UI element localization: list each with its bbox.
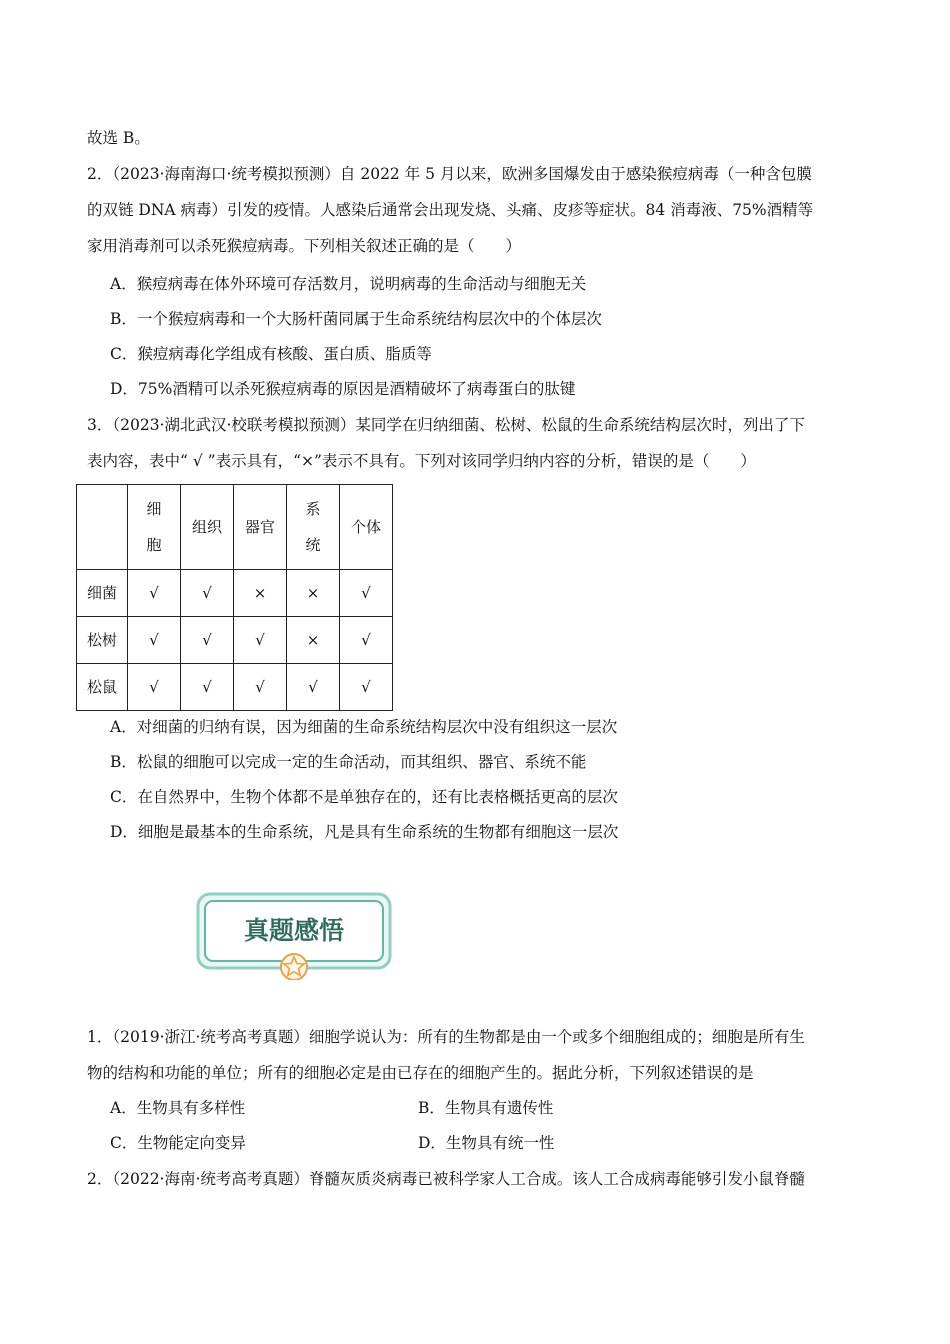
r2-stem-line-1: 2．（2022·海南·统考高考真题）脊髓灰质炎病毒已被科学家人工合成。该人工合成病毒能够引发小鼠脊髓 [87,1170,805,1188]
table-cell: √ [128,617,181,664]
header-tissue: 组织 [181,485,234,570]
q3-stem-line-1: 3．（2023·湖北武汉·校联考模拟预测）某同学在归纳细菌、松树、松鼠的生命系统结构层次时，列出了下 [87,416,805,434]
table-cell: × [234,570,287,617]
table-cell: × [287,617,340,664]
header-cell-char: 细 [146,500,162,518]
table-header-row [77,485,393,570]
r1-option-c: C．生物能定向变异 [110,1134,246,1152]
section-badge [196,892,392,980]
table-row [77,664,393,711]
q2-option-b: B．一个猴痘病毒和一个大肠杆菌同属于生命系统结构层次中的个体层次 [110,310,602,328]
table-row [77,570,393,617]
r1-stem-line-1: 1．（2019·浙江·统考高考真题）细胞学说认为：所有的生物都是由一个或多个细胞组成的；细胞是所有生 [87,1028,805,1046]
q2-option-d: D．75%酒精可以杀死猴痘病毒的原因是酒精破坏了病毒蛋白的肽键 [110,380,576,398]
table-cell: × [287,570,340,617]
table-corner-cell [77,485,128,570]
table-cell: √ [287,664,340,711]
table-cell: √ [340,617,393,664]
row-label: 松鼠 [77,664,128,711]
hierarchy-table [76,484,393,711]
previous-answer: 故选 B。 [87,129,150,147]
q3-option-d: D．细胞是最基本的生命系统，凡是具有生命系统的生物都有细胞这一层次 [110,823,619,841]
q2-stem-line-2: 的双链 DNA 病毒）引发的疫情。人感染后通常会出现发烧、头痛、皮疹等症状。84 消毒液、75%酒精等 [87,201,814,219]
header-organ: 器官 [234,485,287,570]
table-cell: √ [181,664,234,711]
q3-stem-line-2: 表内容，表中“ √ ”表示具有，“×”表示不具有。下列对该同学归纳内容的分析，错误的是（ ） [87,452,756,470]
table-cell: √ [181,617,234,664]
table-cell: √ [128,664,181,711]
q2-option-c: C．猴痘病毒化学组成有核酸、蛋白质、脂质等 [110,345,432,363]
q3-option-a: A．对细菌的归纳有误，因为细菌的生命系统结构层次中没有组织这一层次 [110,718,618,736]
r1-option-a: A．生物具有多样性 [110,1099,246,1117]
table-cell: √ [128,570,181,617]
r1-option-b: B．生物具有遗传性 [418,1099,554,1117]
badge-title: 真题感悟 [243,916,345,945]
header-system-char: 统 [305,536,321,554]
table-row [77,617,393,664]
table-cell: √ [234,617,287,664]
header-individual: 个体 [340,485,393,570]
table-cell: √ [340,664,393,711]
r1-option-d: D．生物具有统一性 [418,1134,555,1152]
header-cell [128,485,181,570]
q3-option-c: C．在自然界中，生物个体都不是单独存在的，还有比表格概括更高的层次 [110,788,618,806]
table-cell: √ [340,570,393,617]
table-cell: √ [181,570,234,617]
q2-stem-line-1: 2．（2023·海南海口·统考模拟预测）自 2022 年 5 月以来，欧洲多国爆发由于感染猴痘病毒（一种含包膜 [87,165,812,183]
q2-option-a: A．猴痘病毒在体外环境可存活数月，说明病毒的生命活动与细胞无关 [110,275,587,293]
table-cell: √ [234,664,287,711]
header-system [287,485,340,570]
header-system-char: 系 [305,500,321,518]
q2-stem-line-3: 家用消毒剂可以杀死猴痘病毒。下列相关叙述正确的是（ ） [87,237,522,255]
row-label: 松树 [77,617,128,664]
r1-stem-line-2: 物的结构和功能的单位；所有的细胞必定是由已存在的细胞产生的。据此分析，下列叙述错误的是 [87,1064,754,1082]
q3-option-b: B．松鼠的细胞可以完成一定的生命活动，而其组织、器官、系统不能 [110,753,587,771]
row-label: 细菌 [77,570,128,617]
header-cell-char: 胞 [146,536,162,554]
